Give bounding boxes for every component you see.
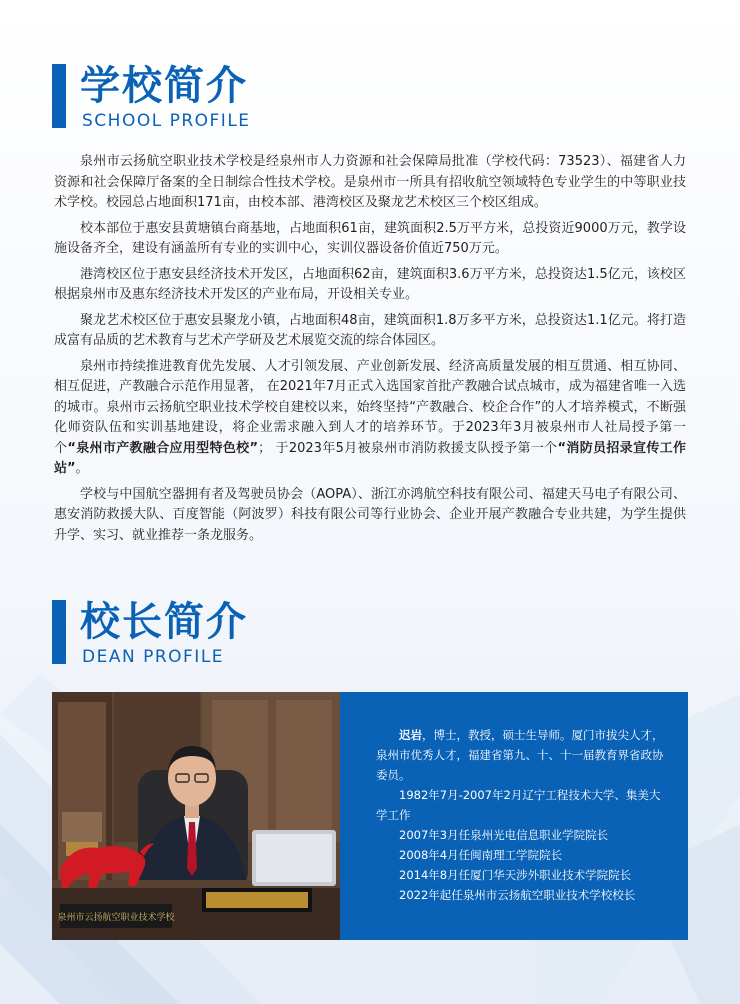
highlight-text: 迟岩 bbox=[399, 728, 422, 742]
text-run: 1982年7月-2007年2月辽宁工程技术大学、集美大学工作 bbox=[376, 788, 661, 822]
text-run: 2007年3月任泉州光电信息职业学院院长 bbox=[399, 828, 609, 842]
bio-line bbox=[376, 785, 666, 825]
text-run: ； 于2023年5月被泉州市消防救援支队授予第一个 bbox=[258, 440, 558, 456]
bio-line bbox=[376, 865, 666, 885]
text-run: ，博士，教授，硕士生导师。厦门市拔尖人才，泉州市优秀人才，福建省第九、十、十一届教育界省政协委员。 bbox=[376, 728, 664, 782]
desk-plaque-text: 泉州市云扬航空职业技术学校 bbox=[57, 913, 175, 923]
intro-paragraph bbox=[54, 265, 686, 306]
text-run: 2008年4月任闽南理工学院院长 bbox=[399, 848, 563, 862]
intro-paragraph bbox=[54, 357, 686, 480]
intro-paragraph bbox=[54, 219, 686, 260]
school-profile-subtitle: SCHOOL PROFILE bbox=[82, 111, 251, 131]
school-profile-text bbox=[54, 152, 686, 551]
intro-paragraph bbox=[54, 311, 686, 352]
bio-line bbox=[376, 825, 666, 845]
text-run: 学校与中国航空器拥有者及驾驶员协会（AOPA）、浙江亦鸿航空科技有限公司、福建天马电子有限公司、惠安消防救援大队、百度智能（阿波罗）科技有限公司等行业协会、企业开展产教融合专业共建，为学生提供升学、实习、就业推荐一条龙服务。 bbox=[54, 486, 686, 543]
bio-line bbox=[376, 725, 666, 785]
text-run: 。 bbox=[75, 461, 89, 476]
text-run: 校本部位于惠安县黄塘镇台商基地，占地面积61亩，建筑面积2.5万平方米，总投资近9000万元，教学设施设备齐全，建设有涵盖所有专业的实训中心，实训仪器设备价值近750万元。 bbox=[54, 220, 686, 256]
intro-paragraph bbox=[54, 152, 686, 214]
dean-portrait-photo bbox=[52, 692, 340, 940]
text-run: 港湾校区位于惠安县经济技术开发区，占地面积62亩，建筑面积3.6万平方米，总投资达1.5亿元，该校区根据泉州市及惠东经济技术开发区的产业布局，开设相关专业。 bbox=[54, 266, 686, 302]
dean-profile-subtitle: DEAN PROFILE bbox=[82, 647, 225, 667]
text-run: 聚龙艺术校区位于惠安县聚龙小镇，占地面积48亩，建筑面积1.8万多平方米，总投资达1.1亿元。将打造成富有品质的艺术教育与艺术产学研及艺术展览交流的综合体园区。 bbox=[54, 312, 686, 348]
dean-bio-text bbox=[376, 725, 666, 905]
header-accent-bar bbox=[52, 64, 66, 128]
intro-paragraph bbox=[54, 485, 686, 547]
highlight-text: “消防员招录宣传工作站” bbox=[54, 440, 686, 476]
text-run: 2022年起任泉州市云扬航空职业技术学校校长 bbox=[399, 888, 636, 902]
text-run: 泉州市持续推进教育优先发展、人才引领发展、产业创新发展、经济高质量发展的相互贯通、相互协同、相互促进，产教融合示范作用显著， 在2021年7月正式入选国家首批产教融合试点城市，成为福建省唯一入选的城市。泉州市云扬航空职业技术学校自建校以来，始终坚持“产教融合、校企合作”的人才培养模式，不断强化师资队伍和实训基地建设，将企业需求融入到人才的培养环节。于2023年3月被泉州市人社局授予第一个 bbox=[54, 358, 686, 456]
text-run: 2014年8月任厦门华天涉外职业技术学院院长 bbox=[399, 868, 632, 882]
bio-line bbox=[376, 845, 666, 865]
highlight-text: “泉州市产教融合应用型特色校” bbox=[67, 440, 259, 456]
header-accent-bar bbox=[52, 600, 66, 664]
text-run: 泉州市云扬航空职业技术学校是经泉州市人力资源和社会保障局批准（学校代码：73523）、福建省人力资源和社会保障厅备案的全日制综合性技术学校。是泉州市一所具有招收航空领域特色专业学生的中等职业技术学校。校园总占地面积171亩，由校本部、港湾校区及聚龙艺术校区三个校区组成。 bbox=[54, 154, 686, 210]
dean-bio-panel bbox=[340, 692, 688, 940]
dean-profile-title: 校长简介 bbox=[80, 599, 248, 645]
bio-line bbox=[376, 885, 666, 905]
school-profile-title: 学校简介 bbox=[80, 63, 248, 109]
